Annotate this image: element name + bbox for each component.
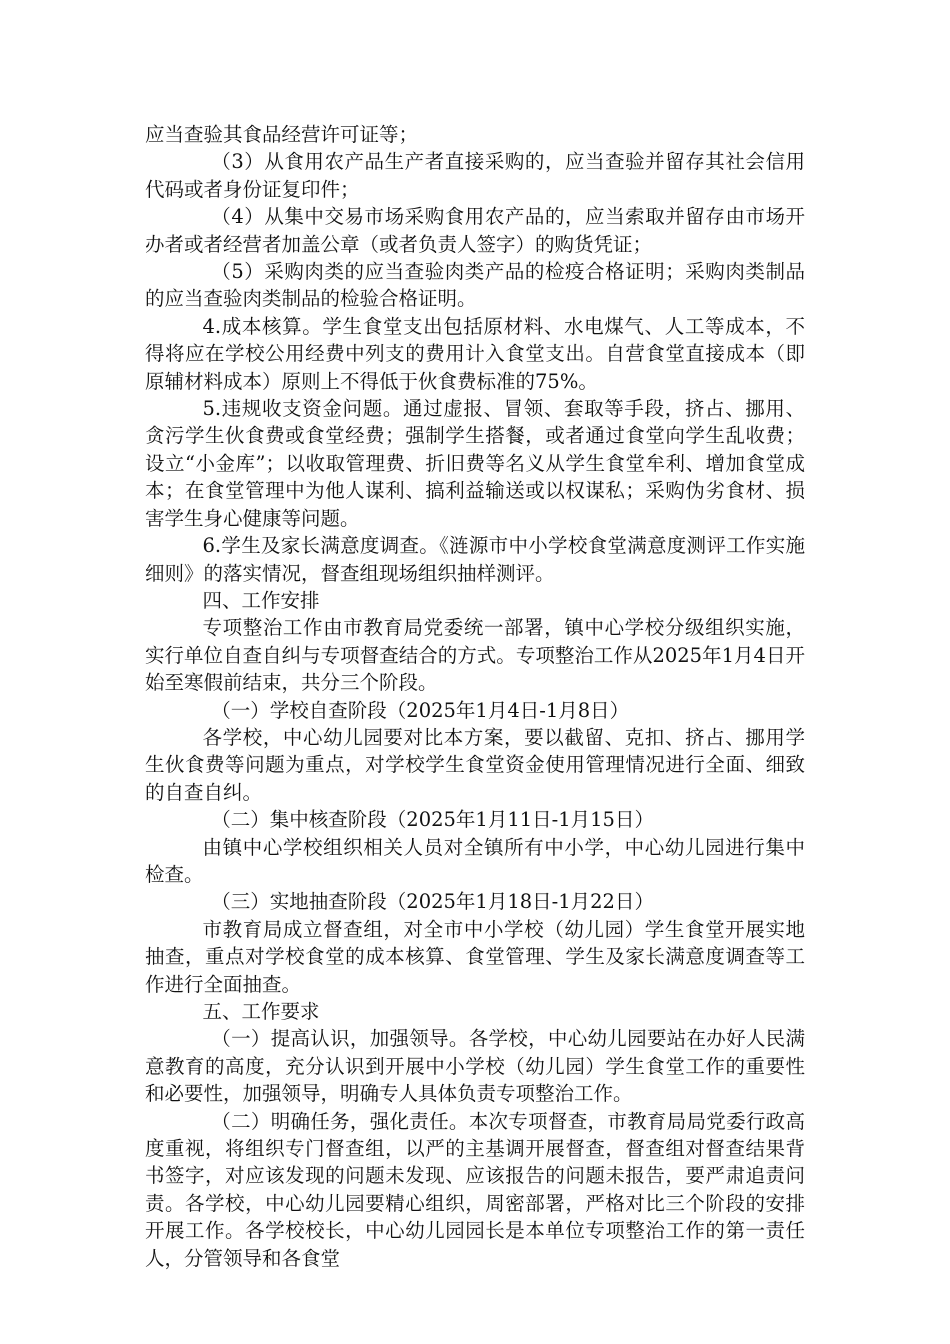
paragraph-arrangement-intro: 专项整治工作由市教育局党委统一部署，镇中心学校分级组织实施，实行单位自查自纠与专项督查结合的方式。专项整治工作从2025年1月4日开始至寒假前结束，共分三个阶段。 [145, 616, 805, 695]
section-heading-work-arrangement: 四、工作安排 [202, 588, 320, 612]
section-heading-work-requirements: 五、工作要求 [202, 1000, 320, 1023]
paragraph-violations: 5.违规收支资金问题。通过虚报、冒领、套取等手段，挤占、挪用、贪污学生伙食费或食堂经费；强制学生搭餐，或者通过食堂向学生乱收费；设立“小金库”；以收取管理费、折旧费等名义从学生食堂牟利、增加食堂成本；在食堂管理中为他人谋利、搞利益输送或以权谋私；采购伪劣食材、损害学生身心健康等问题。 [145, 397, 805, 530]
paragraph-requirement-1: （一）提高认识，加强领导。各学校，中心幼儿园要站在办好人民满意教育的高度，充分认识到开展中小学校（幼儿园）学生食堂工作的重要性和必要性，加强领导，明确专人具体负责专项整治工作。 [145, 1027, 805, 1106]
paragraph-continuation: 应当查验其食品经营许可证等； [145, 123, 419, 146]
paragraph-cost-accounting: 4.成本核算。学生食堂支出包括原材料、水电煤气、人工等成本，不得将应在学校公用经费中列支的费用计入食堂支出。自营食堂直接成本（即原辅材料成本）原则上不得低于伙食费标准的75%。 [145, 314, 805, 393]
paragraph-requirement-2: （二）明确任务，强化责任。本次专项督查，市教育局局党委行政高度重视，将组织专门督查组，以严的主基调开展督查，督查组对督查结果背书签字，对应该发现的问题未发现、应该报告的问题未报告，要严肃追责问责。各学校，中心幼儿园要精心组织，周密部署，严格对比三个阶段的安排开展工作。各学校校长，中心幼儿园园长是本单位专项整治工作的第一责任人，分管领导和各食堂 [145, 1109, 805, 1270]
paragraph-field-check: 市教育局成立督查组，对全市中小学校（幼儿园）学生食堂开展实地抽查，重点对学校食堂的成本核算、食堂管理、学生及家长满意度调查等工作进行全面抽查。 [145, 917, 805, 996]
paragraph-satisfaction-survey: 6.学生及家长满意度调查。《涟源市中小学校食堂满意度测评工作实施细则》的落实情况，督查组现场组织抽样测评。 [145, 534, 805, 585]
stage-heading-self-check: （一）学校自查阶段（2025年1月4日-1月8日） [211, 698, 630, 722]
document-body [145, 121, 805, 1272]
paragraph-central-check: 由镇中心学校组织相关人员对全镇所有中小学，中心幼儿园进行集中检查。 [145, 835, 805, 886]
stage-heading-central-check: （二）集中核查阶段（2025年1月11日-1月15日） [211, 808, 654, 832]
stage-heading-field-check: （三）实地抽查阶段（2025年1月18日-1月22日） [211, 890, 654, 914]
paragraph-item-3: （3）从食用农产品生产者直接采购的，应当查验并留存其社会信用代码或者身份证复印件； [145, 150, 805, 201]
paragraph-item-4: （4）从集中交易市场采购食用农产品的，应当索取并留存由市场开办者或者经营者加盖公章（或者负责人签字）的购货凭证； [145, 205, 805, 256]
paragraph-item-5: （5）采购肉类的应当查验肉类产品的检疫合格证明；采购肉类制品的应当查验肉类制品的检验合格证明。 [145, 260, 805, 311]
paragraph-self-check: 各学校，中心幼儿园要对比本方案，要以截留、克扣、挤占、挪用学生伙食费等问题为重点，对学校学生食堂资金使用管理情况进行全面、细致的自查自纠。 [145, 725, 805, 804]
